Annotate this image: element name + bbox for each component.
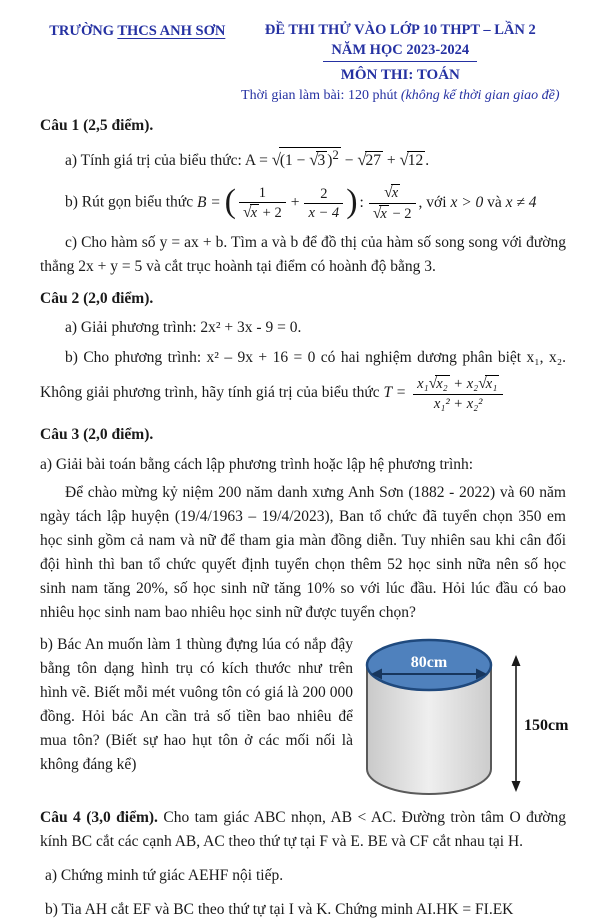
frac1-den-rest: + 2	[259, 205, 282, 221]
school-name: THCS ANH SƠN	[117, 23, 226, 39]
q3-heading: Câu 3 (2,0 điểm).	[40, 425, 154, 443]
frac1-den	[239, 202, 286, 223]
fraction-T	[413, 374, 503, 413]
height-arrow	[512, 655, 521, 792]
q1a-rad27: 27	[365, 152, 382, 170]
frac3-den-rad: x	[380, 205, 387, 222]
diameter-label: 80cm	[410, 653, 448, 671]
frac3-den	[369, 203, 416, 224]
q1b-cond1: x > 0	[450, 193, 484, 211]
radical-sign: √	[242, 204, 252, 221]
radical-sign: √	[271, 150, 281, 170]
exam-title: ĐỀ THI THỬ VÀO LỚP 10 THPT – LẦN 2	[264, 22, 536, 38]
radical-sign: √	[309, 150, 319, 170]
q3-item-a-lead: a) Giải bài toán bằng cách lập phương trình hoặc lập hệ phương trình:	[40, 455, 474, 473]
q1b-lhs: B =	[196, 193, 225, 211]
q2-item-a: a) Giải phương trình: 2x² + 3x - 9 = 0.	[65, 319, 302, 337]
frac1-num: 1	[258, 184, 266, 201]
q1a-formula	[244, 147, 430, 170]
t-num	[413, 374, 503, 394]
q1a-plus: +	[383, 152, 400, 170]
q1b-plus: +	[290, 193, 300, 211]
fraction-1	[239, 184, 286, 223]
q2-item-b-line2	[40, 374, 566, 413]
q1b-cond2: x ≠ 4	[505, 193, 537, 211]
sqrt-x	[384, 183, 400, 203]
q2-item-b-line1: b) Cho phương trình: x² – 9x + 16 = 0 có hai nghiệm dương phân biệt x₁, x₂.	[65, 349, 566, 367]
q1-heading: Câu 1 (2,5 điểm).	[40, 117, 154, 134]
frac3-den-rest: − 2	[388, 205, 412, 222]
exam-time	[235, 86, 566, 106]
t-den: x₁² + x₂²	[413, 394, 503, 413]
t-lhs: T =	[383, 384, 411, 402]
q4-item-b: b) Tia AH cắt EF và BC theo thứ tự tại I và K. Chứng minh AI.HK = FI.EK	[45, 900, 514, 918]
fraction-2	[304, 185, 343, 222]
close-paren: )	[346, 183, 358, 221]
sqrt-x1	[478, 374, 499, 394]
radical-sign: √	[399, 150, 409, 170]
radical-sign: √	[478, 375, 487, 393]
q4-item-a: a) Chứng minh tứ giác AEHF nội tiếp.	[45, 866, 284, 884]
q4-heading: Câu 4 (3,0 điểm).	[40, 808, 158, 826]
school-name-block	[40, 20, 235, 106]
q1a-sup2: 2	[332, 147, 339, 162]
q1a-rad3: 3	[317, 152, 326, 170]
time-label: Thời gian làm bài: 120 phút	[241, 88, 401, 103]
q1b-tail-pre: , với	[418, 193, 451, 211]
q3-item-b-block	[40, 633, 569, 777]
q1a-lead: a) Tính giá trị của biểu thức:	[65, 152, 245, 170]
frac3-num	[369, 183, 416, 203]
sqrt-outer	[272, 147, 341, 173]
q1a-minus: −	[340, 152, 358, 170]
height-label: 150cm	[524, 716, 569, 734]
cylinder-figure	[359, 637, 569, 802]
sqrt-x2	[429, 374, 450, 394]
radical-sign: √	[384, 184, 393, 202]
sqrt-12	[400, 148, 426, 173]
q1a-period: .	[425, 152, 430, 170]
q1b-lead: b) Rút gọn biểu thức	[65, 193, 197, 211]
frac2-den: x − 4	[304, 203, 343, 222]
frac3-num-rad: x	[391, 185, 399, 202]
frac2-num: 2	[320, 185, 328, 202]
q1a-inner-post: )	[327, 152, 333, 170]
q4-intro-para	[40, 806, 566, 854]
q1a-inner-pre: (1 −	[279, 152, 310, 170]
q1a-lhs: A =	[244, 152, 272, 170]
exam-year-row	[235, 40, 566, 62]
exam-title-block	[235, 20, 566, 106]
q1-item-a	[40, 147, 566, 173]
sqrt-3	[309, 151, 327, 170]
t-num-rad1: x₂	[436, 376, 448, 393]
radical-sign: √	[357, 150, 367, 170]
sqrt-27	[357, 148, 383, 173]
exam-subject: MÔN THI: TOÁN	[340, 67, 460, 83]
q3-item-b-para: b) Bác An muốn làm 1 thùng đựng lúa có nắp đậy bằng tôn dạng hình trụ có kích thước như trên hình vẽ. Biết mỗi mét vuông tôn có giá là 200 000 đồng. Hỏi bác An cần trả số tiền bao nhiêu để mua tôn? (Biết sự hao hụt tôn ở các mối nối là không đáng kể)	[40, 635, 353, 773]
q1-item-c: c) Cho hàm số y = ax + b. Tìm a và b để đồ thị của hàm số song song với đường thẳng 2x + y = 5 và cắt trục hoành tại điểm có hoành độ bằng 3.	[40, 234, 566, 276]
q1b-tail-mid: và	[483, 193, 506, 211]
q1b-colon: :	[359, 193, 364, 211]
frac1-den-rad: x	[250, 205, 258, 221]
time-note: (không kể thời gian giao đề)	[400, 88, 560, 103]
exam-header	[40, 20, 566, 106]
radical-sign: √	[428, 375, 438, 393]
q4-intro: Cho tam giác ABC nhọn, AB < AC. Đường tròn tâm O đường kính BC cắt các cạnh AB, AC theo thứ tự tại F và E. BE và CF cắt nhau tại H.	[40, 808, 566, 850]
open-paren: (	[224, 183, 236, 221]
q1a-rad12: 12	[407, 152, 424, 170]
t-num-x1: x₁	[417, 376, 429, 393]
school-prefix: TRƯỜNG	[49, 23, 118, 39]
q1-item-b	[40, 183, 566, 223]
fraction-3	[369, 183, 416, 223]
radical-sign: √	[372, 204, 382, 222]
t-num-mid: + x₂	[449, 376, 479, 393]
q2b-text: Không giải phương trình, hãy tính giá trị của biểu thức	[40, 384, 384, 402]
sqrt-x	[373, 204, 389, 224]
q1b-formula	[196, 183, 537, 222]
q2-heading: Câu 2 (2,0 điểm).	[40, 290, 154, 308]
t-num-rad2: x₁	[485, 376, 498, 393]
sqrt-x	[243, 203, 259, 223]
q3-item-a-para: Để chào mừng kỷ niệm 200 năm danh xưng Anh Sơn (1882 - 2022) và 60 năm ngày tách lập huyện (19/4/1963 – 19/4/2023), Ban tổ chức đã tuyển chọn 350 em học sinh gồm cả nam và nữ để tham gia màn đồng diễn. Tuy nhiên sau khi cân đối đội hình thì ban tổ chức quyết định tuyển chọn thêm 52 học sinh nữa nên số học sinh nam tăng 20%, số học sinh nữ tăng 10% so với lúc đầu. Hỏi lúc đầu có bao nhiêu học sinh nam bao nhiêu học sinh nữ được tuyển chọn?	[40, 483, 566, 621]
exam-year: NĂM HỌC 2023-2024	[323, 40, 477, 62]
